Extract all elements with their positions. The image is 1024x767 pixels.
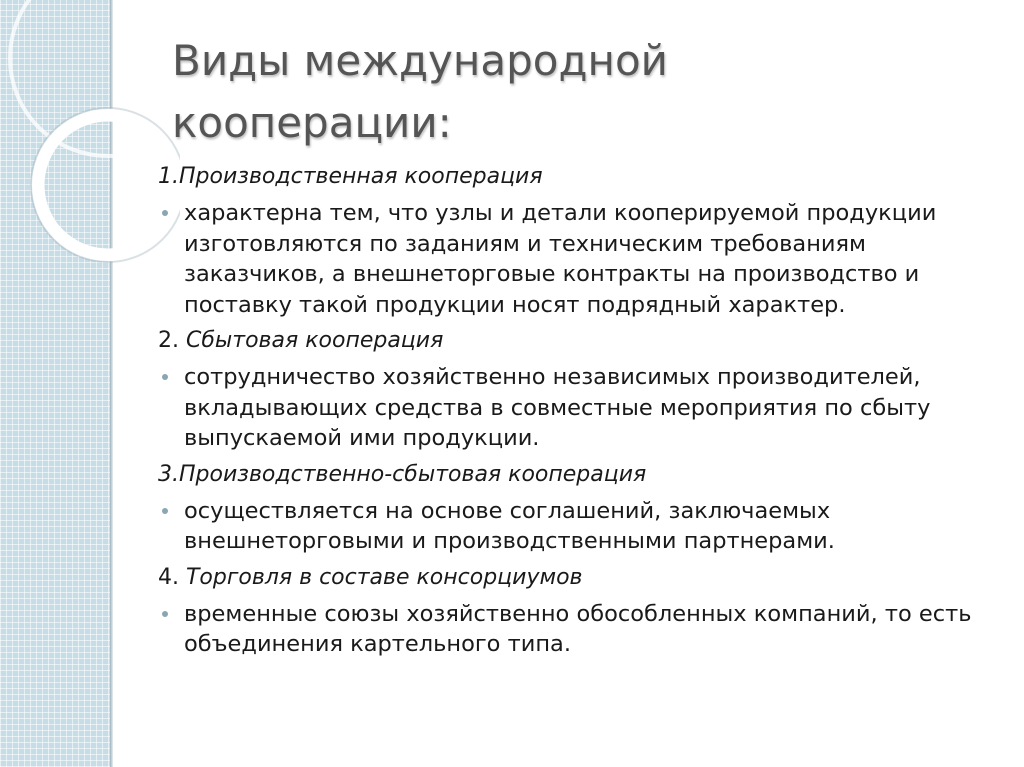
decorative-rings <box>0 0 180 300</box>
section-number: 2. <box>158 328 186 353</box>
bullet-text: осуществляется на основе соглашений, заключаемых внешнеторговыми и производственными партнерами. <box>184 497 835 554</box>
section-number: 3. <box>158 461 179 487</box>
bullet-item <box>158 198 998 320</box>
section-name: Производственная кооперация <box>179 164 543 189</box>
section-heading <box>158 460 998 490</box>
section-production-sales-cooperation <box>158 460 998 557</box>
section-name: Производственно-сбытовая кооперация <box>179 461 647 487</box>
bullet-item <box>158 599 998 660</box>
slide-content <box>158 162 998 666</box>
bullet-dot-icon <box>162 611 168 617</box>
section-heading <box>158 563 998 593</box>
section-name: Сбытовая кооперация <box>185 328 444 353</box>
section-heading <box>158 162 998 192</box>
bullet-item <box>158 362 998 454</box>
section-consortium-trade <box>158 563 998 660</box>
section-name: Торговля в составе консорциумов <box>185 564 583 590</box>
bullet-dot-icon <box>162 508 168 514</box>
section-number: 4. <box>158 564 186 590</box>
section-number: 1. <box>158 164 179 189</box>
bullet-dot-icon <box>162 374 168 380</box>
decorative-ring-small <box>38 115 178 255</box>
bullet-text: временные союзы хозяйственно обособленных компаний, то есть объединения картельного типа. <box>184 600 972 657</box>
bullet-dot-icon <box>162 210 168 216</box>
section-production-cooperation <box>158 162 998 320</box>
section-heading <box>158 326 998 356</box>
slide-title <box>172 30 972 154</box>
bullet-text: сотрудничество хозяйственно независимых производителей, вкладывающих средства в совместные мероприятия по сбыту выпускаемой ими продукции. <box>184 364 931 451</box>
section-sales-cooperation <box>158 326 998 454</box>
bullet-text: характерна тем, что узлы и детали кооперируемой продукции изготовляются по заданиям и техническим требованиям заказчиков, а внешнеторговые контракты на производство и поставку такой продукции носят подрядный характер. <box>184 200 937 318</box>
slide-title-line-1: Виды международной <box>172 36 668 85</box>
bullet-item <box>158 496 998 557</box>
slide-title-line-2: кооперации: <box>172 98 452 147</box>
